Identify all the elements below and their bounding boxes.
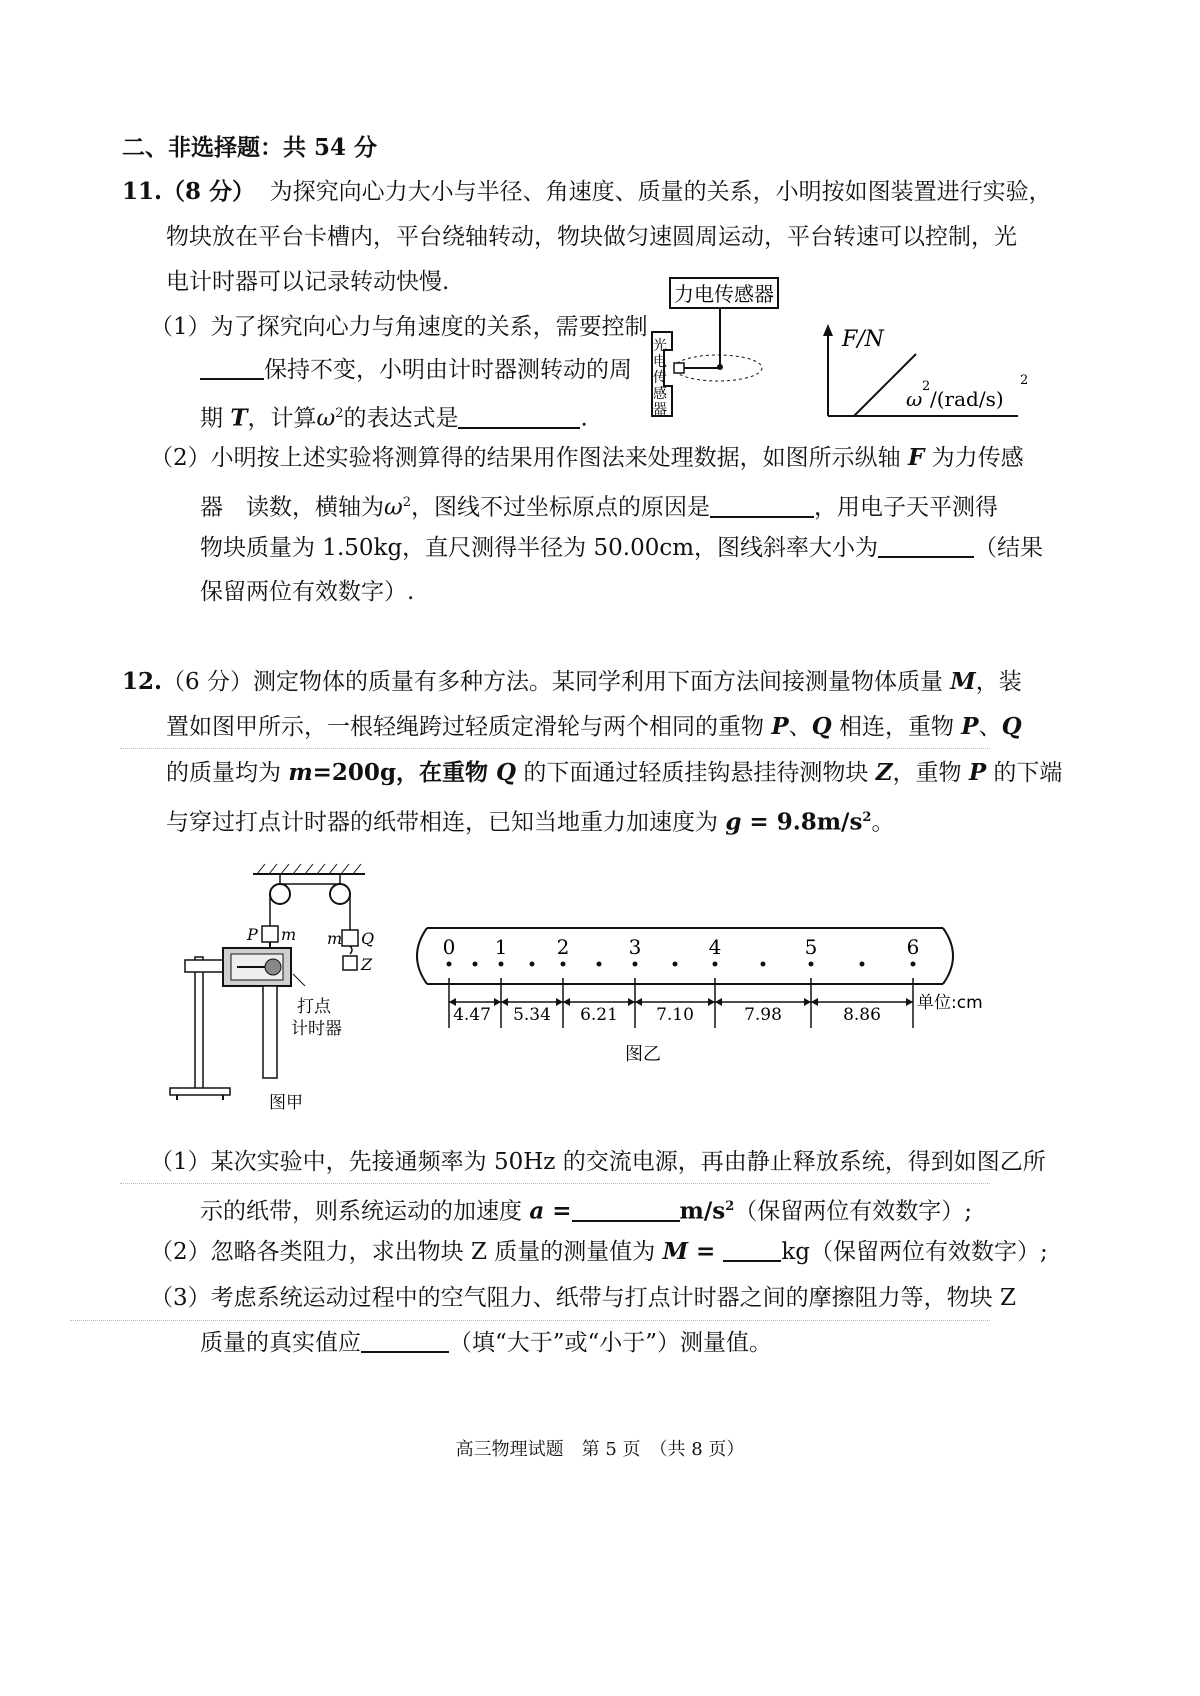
point-6 bbox=[911, 962, 916, 967]
q11-part1-line-2 bbox=[200, 355, 632, 385]
label-Z: Z bbox=[361, 955, 373, 974]
q12-figure-yi bbox=[405, 918, 1005, 1068]
timer-label-2: 计时器 bbox=[291, 1019, 342, 1039]
q12-part3-line-2 bbox=[200, 1328, 772, 1358]
point-label-1: 1 bbox=[494, 935, 508, 959]
q12-part3-text-2a: 质量的真实值应 bbox=[200, 1330, 361, 1356]
q12-var-Z: Z bbox=[875, 759, 893, 786]
q12-part3-text-2b: （填“大于”或“小于”）测量值。 bbox=[449, 1330, 773, 1356]
q12-var-P3: P bbox=[968, 759, 987, 786]
q12-var-Q2: Q bbox=[1001, 713, 1022, 740]
q11-score: （8 分） bbox=[162, 178, 256, 205]
point-4 bbox=[713, 962, 718, 967]
q12-text-3c: 的下面通过轻质挂钩悬挂待测物块 bbox=[516, 760, 876, 786]
point-5a bbox=[860, 962, 865, 967]
q12-part1-unit: m/s bbox=[679, 1197, 726, 1225]
q11-line-1 bbox=[122, 177, 1052, 207]
q12-part3-blank[interactable] bbox=[361, 1329, 449, 1353]
q12-text-4c: 。 bbox=[871, 809, 895, 836]
q12-part1-label: （1） bbox=[150, 1149, 211, 1175]
point-3 bbox=[633, 962, 638, 967]
point-1a bbox=[530, 962, 535, 967]
photo-label-4: 感 bbox=[653, 386, 667, 402]
q11-intro-1: 为探究向心力大小与半径、角速度、质量的关系，小明按如图装置进行实验， bbox=[269, 179, 1052, 205]
q11-part2-line-1 bbox=[150, 443, 1024, 473]
label-m2: m bbox=[327, 929, 343, 948]
q12-part1-text-2a: 示的纸带，则系统运动的加速度 bbox=[200, 1198, 530, 1225]
q12-part1-blank[interactable] bbox=[572, 1198, 680, 1222]
q11-part2-text-2a: 器 读数，横轴为 bbox=[200, 494, 384, 521]
point-label-2: 2 bbox=[556, 935, 570, 959]
q11-part2-text-2b: ，图线不过坐标原点的原因是 bbox=[411, 494, 711, 521]
tape-points bbox=[443, 935, 920, 967]
q12-text-1b: ，装 bbox=[975, 669, 1022, 695]
q11-var-F: F bbox=[907, 444, 925, 471]
pulley-left bbox=[270, 884, 290, 904]
q12-part3-line-1 bbox=[150, 1283, 1016, 1313]
stand-pole bbox=[195, 957, 203, 1092]
q12-number: 12. bbox=[122, 668, 163, 695]
timer-wheel bbox=[265, 959, 281, 975]
q12-part2-line bbox=[150, 1237, 1048, 1267]
q11-intro-2: 物块放在平台卡槽内，平台绕轴转动，物块做匀速圆周运动，平台转速可以控制，光 bbox=[166, 224, 1017, 250]
q12-part2-text-b: kg（保留两位有效数字）; bbox=[781, 1239, 1048, 1265]
scan-divider-2 bbox=[120, 1183, 990, 1184]
q11-part2-sq: 2 bbox=[402, 495, 412, 510]
point-label-3: 3 bbox=[628, 935, 642, 959]
q11-part1-text-3a: 期 bbox=[200, 405, 231, 432]
q11-part2-text-3b: （结果 bbox=[974, 535, 1044, 561]
distance-2-3: 6.21 bbox=[580, 1005, 618, 1025]
q11-omega-sq: 2 bbox=[335, 406, 344, 421]
q12-var-g: g bbox=[725, 808, 742, 836]
q11-part1-text-2: 保持不变，小明由计时器测转动的周 bbox=[264, 357, 632, 383]
point-2 bbox=[561, 962, 566, 967]
timer-label-pointer bbox=[293, 974, 305, 986]
point-0a bbox=[473, 962, 478, 967]
q12-var-a: a bbox=[529, 1197, 545, 1225]
scan-divider-3 bbox=[70, 1320, 990, 1321]
q12-part1-eq: = bbox=[544, 1197, 572, 1225]
q12-text-1a: 测定物体的质量有多种方法。某同学利用下面方法间接测量物体质量 bbox=[252, 669, 951, 695]
q12-line-3 bbox=[166, 758, 1062, 788]
q11-part2-blank-1[interactable] bbox=[710, 494, 814, 518]
q12-part1-line-2 bbox=[200, 1192, 972, 1227]
page-footer: 高三物理试题 第 5 页 （共 8 页） bbox=[455, 1439, 745, 1460]
timer-guide bbox=[263, 986, 277, 1078]
q12-line-1 bbox=[122, 667, 1022, 697]
q12-var-M: M bbox=[950, 668, 976, 695]
q12-text-3e: 的下端 bbox=[986, 760, 1063, 786]
mass-P bbox=[262, 926, 278, 942]
q11-part1-label: （1） bbox=[150, 314, 211, 340]
point-1 bbox=[499, 962, 504, 967]
distance-1-2: 5.34 bbox=[513, 1005, 551, 1025]
q11-part1-line-1 bbox=[150, 312, 648, 342]
tape-right-edge bbox=[943, 928, 953, 984]
q11-part1-text-3b: ，计算 bbox=[247, 405, 317, 432]
q12-score: （6 分） bbox=[162, 669, 253, 695]
q11-part1-line-3 bbox=[200, 399, 588, 434]
q12-line-4 bbox=[166, 803, 894, 838]
pulley-right bbox=[330, 884, 350, 904]
q12-part1-text-2b: （保留两位有效数字）; bbox=[734, 1198, 972, 1225]
q11-part2-omega: ω bbox=[384, 494, 403, 521]
tape-left-edge bbox=[417, 928, 427, 984]
q11-part2-blank-2[interactable] bbox=[878, 534, 974, 558]
graph-x-sq2: 2 bbox=[1020, 373, 1029, 388]
q11-apparatus-figure bbox=[640, 270, 810, 430]
graph-x-unit: /(rad/s) bbox=[930, 387, 1004, 411]
fig-jia-caption: 图甲 bbox=[269, 1093, 303, 1112]
q12-var-P: P bbox=[771, 713, 789, 740]
block-Z bbox=[343, 956, 357, 970]
q12-text-2b: 相连，重物 bbox=[831, 714, 962, 740]
q12-part2-var-M: M bbox=[662, 1238, 689, 1265]
force-sensor-label: 力电传感器 bbox=[674, 282, 774, 306]
q11-part2-line-4: 保留两位有效数字）. bbox=[200, 579, 415, 605]
point-5 bbox=[809, 962, 814, 967]
q11-part1-blank-2[interactable] bbox=[458, 405, 580, 429]
q11-part1-text-1: 为了探究向心力与角速度的关系，需要控制 bbox=[210, 314, 648, 340]
q12-part3-text-1: 考虑系统运动过程中的空气阻力、纸带与打点计时器之间的摩擦阻力等，物块 Z bbox=[210, 1285, 1016, 1311]
q12-text-4a: 与穿过打点计时器的纸带相连，已知当地重力加速度为 bbox=[166, 809, 726, 836]
photo-label-2: 电 bbox=[653, 354, 667, 370]
point-label-5: 5 bbox=[804, 935, 818, 959]
point-2a bbox=[597, 962, 602, 967]
q12-text-3a: 的质量均为 bbox=[166, 760, 289, 786]
hook bbox=[350, 946, 352, 954]
q12-part3-label: （3） bbox=[150, 1285, 211, 1311]
q12-text-3b: =200g，在重物 bbox=[312, 759, 497, 786]
distance-5-6: 8.86 bbox=[843, 1005, 881, 1025]
point-label-4: 4 bbox=[708, 935, 722, 959]
q11-part1-end: . bbox=[580, 405, 588, 432]
graph-y-label: F/N bbox=[842, 327, 884, 352]
q12-text-2a: 置如图甲所示，一根轻绳跨过轻质定滑轮与两个相同的重物 bbox=[166, 714, 772, 740]
q12-part2-text-a: 忽略各类阻力，求出物块 Z 质量的测量值为 bbox=[210, 1239, 663, 1265]
q11-f-omega-graph bbox=[818, 318, 1048, 428]
photo-label-5: 器 bbox=[653, 402, 667, 418]
label-P: P bbox=[247, 925, 258, 944]
q12-line-2 bbox=[166, 712, 1022, 742]
q11-part2-text-1b: 为力传感 bbox=[924, 445, 1024, 471]
distance-4-5: 7.98 bbox=[744, 1005, 782, 1025]
q11-part2-text-1a: 小明按上述实验将测算得的结果用作图法来处理数据，如图所示纵轴 bbox=[210, 445, 908, 471]
q11-intro-3: 电计时器可以记录转动快慢. bbox=[166, 269, 450, 295]
q11-var-T: T bbox=[230, 404, 248, 432]
q12-part1-line-1 bbox=[150, 1147, 1046, 1177]
photo-label-3: 传 bbox=[653, 370, 667, 386]
q12-part2-label: （2） bbox=[150, 1239, 211, 1265]
tape-unit: 单位:cm bbox=[917, 993, 983, 1013]
q11-part2-line-2 bbox=[200, 488, 998, 523]
q12-var-m: m bbox=[288, 759, 313, 786]
q12-var-Q3: Q bbox=[496, 759, 517, 786]
q12-part2-eq: = bbox=[688, 1238, 724, 1265]
photo-label-1: 光 bbox=[653, 338, 667, 354]
point-label-6: 6 bbox=[906, 935, 920, 959]
q12-text-4b: = 9.8m/s bbox=[741, 808, 863, 836]
point-0 bbox=[447, 962, 452, 967]
label-m1: m bbox=[281, 925, 297, 944]
label-Q: Q bbox=[361, 929, 375, 948]
q12-var-Q: Q bbox=[811, 713, 832, 740]
q12-g-sq: 2 bbox=[862, 810, 872, 825]
q12-part2-blank[interactable] bbox=[723, 1238, 781, 1262]
scan-divider-1 bbox=[120, 748, 990, 749]
q12-var-P2: P bbox=[961, 713, 979, 740]
graph-x-sq: 2 bbox=[922, 379, 931, 394]
point-4a bbox=[761, 962, 766, 967]
point-label-0: 0 bbox=[442, 935, 456, 959]
q12-part1-sq: 2 bbox=[725, 1199, 735, 1214]
q12-part1-text-1: 某次实验中，先接通频率为 50Hz 的交流电源，再由静止释放系统，得到如图乙所 bbox=[210, 1149, 1046, 1175]
q11-var-omega: ω bbox=[316, 405, 336, 432]
q11-part2-label: （2） bbox=[150, 445, 211, 471]
point-3a bbox=[673, 962, 678, 967]
q11-part2-text-2c: ，用电子天平测得 bbox=[814, 494, 999, 521]
graph-x-omega: ω bbox=[906, 387, 923, 411]
graph-y-arrow bbox=[823, 324, 833, 336]
q12-sep-2: 、 bbox=[978, 714, 1002, 740]
block bbox=[674, 363, 684, 373]
mass-Q bbox=[342, 930, 358, 946]
ceiling-hatch bbox=[257, 864, 361, 874]
timer-label-1: 打点 bbox=[297, 997, 331, 1017]
q12-text-3d: ，重物 bbox=[892, 760, 969, 786]
q11-part1-text-3c: 的表达式是 bbox=[343, 405, 459, 432]
distance-0-1: 4.47 bbox=[453, 1005, 491, 1025]
section-title: 二、非选择题：共 54 分 bbox=[122, 134, 378, 161]
q11-number: 11. bbox=[122, 178, 163, 205]
distance-3-4: 7.10 bbox=[656, 1005, 694, 1025]
fig-yi-caption: 图乙 bbox=[625, 1044, 661, 1065]
q12-sep-1: 、 bbox=[788, 714, 812, 740]
stand-base bbox=[170, 1088, 230, 1095]
q12-figure-jia bbox=[165, 862, 400, 1112]
q11-part2-line-3 bbox=[200, 533, 1043, 563]
q11-part2-text-3a: 物块质量为 1.50kg，直尺测得半径为 50.00cm，图线斜率大小为 bbox=[200, 535, 879, 561]
q11-part1-blank-1[interactable] bbox=[200, 356, 264, 380]
